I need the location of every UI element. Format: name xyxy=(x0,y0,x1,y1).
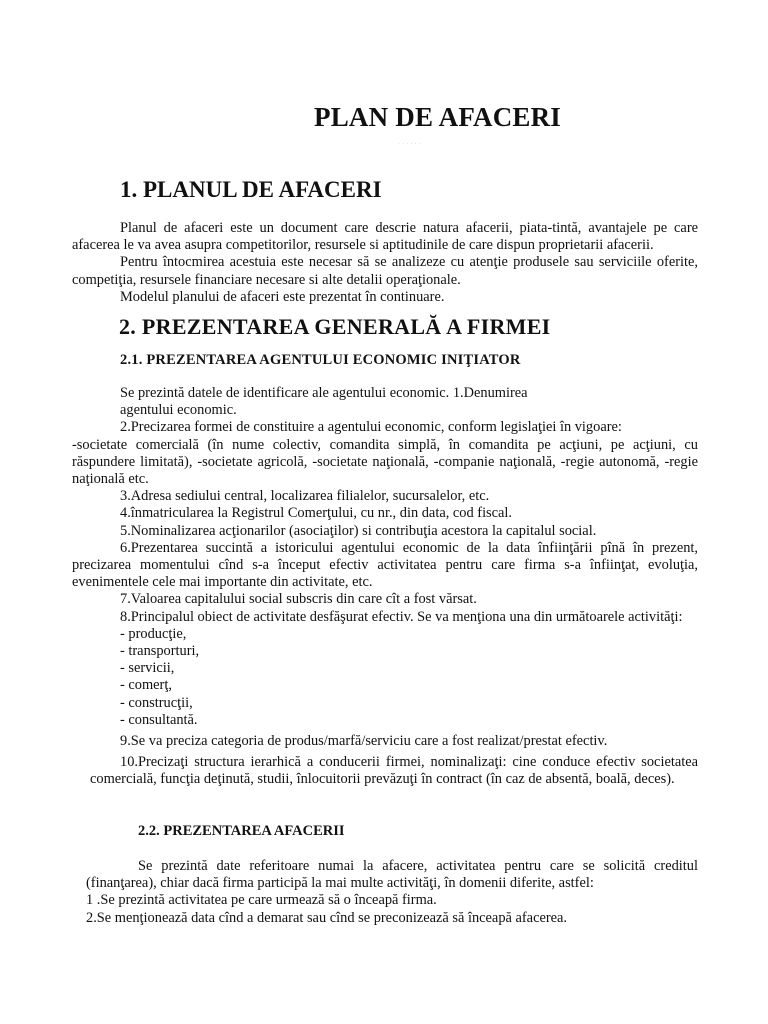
section2-2-body xyxy=(86,858,698,927)
document-title: PLAN DE AFACERI xyxy=(314,102,562,132)
section2-1-body xyxy=(72,385,698,789)
section2-2-paragraph: Se prezintă date referitoare numai la afacere, activitatea pentru care se solicită creditul (finanţarea), chiar dacă firma participă la mai multe activităţi, în domenii diferite, astfel: xyxy=(86,858,698,892)
item-2: 2.Precizarea formei de constituire a agentului economic, conform legislaţiei în vigoare: xyxy=(120,419,622,436)
section1-paragraph-2: Pentru întocmirea acestuia este necesar să se analizeze cu atenţie produsele sau serviciile oferite, competiţia, resursele financiare necesare si alte detalii operaţionale. xyxy=(72,254,698,288)
section2-2-heading: 2.2. PREZENTAREA AFACERII xyxy=(138,823,345,839)
activity-item: - comerţ, xyxy=(120,677,172,694)
faint-mark: · · · · · · xyxy=(398,140,421,148)
item-10: 10.Precizaţi structura ierarhică a conducerii firmei, nominalizaţi: cine conduce efectiv societatea comercială, funcţia deţinută, studii, înlocuitorii prevăzuţi în contract (în caz de absentă, boală, deces). xyxy=(90,754,698,788)
activity-item: - consultantă. xyxy=(120,711,198,728)
activity-item: - servicii, xyxy=(120,660,175,677)
item-9: 9.Se va preciza categoria de produs/marfă/serviciu care a fost realizat/prestat efectiv. xyxy=(120,733,608,750)
section1-paragraph-3: Modelul planului de afaceri este prezentat în continuare. xyxy=(120,288,445,305)
item-3: 3.Adresa sediului central, localizarea filialelor, sucursalelor, etc. xyxy=(120,488,490,505)
activity-item: - transporturi, xyxy=(120,643,200,660)
item-5: 5.Nominalizarea acţionarilor (asociaţilor) si contribuţia acestora la capitalul social. xyxy=(120,522,597,539)
item-7: 7.Valoarea capitalului social subscris din care cît a fost vărsat. xyxy=(120,591,477,608)
item-8: 8.Principalul obiect de activitate desfăşurat efectiv. Se va menţiona una din următoarele activităţi: xyxy=(120,608,683,625)
item-6: 6.Prezentarea succintă a istoricului agentului economic de la data înfiinţării pînă în prezent, precizarea momentului cînd s-a început efectiv activitatea pentru care firma s-a înfiinţat, evoluţia, evenimentele cele mai importante din activitate, etc. xyxy=(72,539,698,591)
activity-item: - producţie, xyxy=(120,625,187,642)
section1-paragraph-1: Planul de afaceri este un document care descrie natura afacerii, piata-tintă, avantajele pe care afacerea le va avea asupra competitorilor, resursele si aptitudinile de care dispun proprietarii afacerii. xyxy=(72,220,698,254)
section2-2-item-2: 2.Se menţionează data cînd a demarat sau cînd se preconizează să înceapă afacerea. xyxy=(86,909,568,926)
intro-line-1: Se prezintă datele de identificare ale agentului economic. 1.Denumirea xyxy=(120,385,528,401)
section2-2-item-1: 1 .Se prezintă activitatea pe care urmează să o înceapă firma. xyxy=(86,892,437,909)
intro-line-2: agentului economic. xyxy=(120,402,237,419)
section2-1-heading: 2.1. PREZENTAREA AGENTULUI ECONOMIC INIŢIATOR xyxy=(120,352,521,368)
section1-heading: 1. PLANUL DE AFACERI xyxy=(120,177,382,202)
section1-body xyxy=(72,220,698,306)
section2-heading: 2. PREZENTAREA GENERALĂ A FIRMEI xyxy=(119,314,551,339)
item-4: 4.înmatricularea la Registrul Comerţului, cu nr., din data, cod fiscal. xyxy=(120,505,513,522)
item-2-detail: -societate comercială (în nume colectiv, comandita simplă, în comandita pe acţiuni, pe acţiuni, cu răspundere limitată), -societate agricolă, -societate naţională, -companie naţională, -regie autonomă, -regie naţională etc. xyxy=(72,436,698,488)
activity-item: - construcţii, xyxy=(120,694,193,711)
